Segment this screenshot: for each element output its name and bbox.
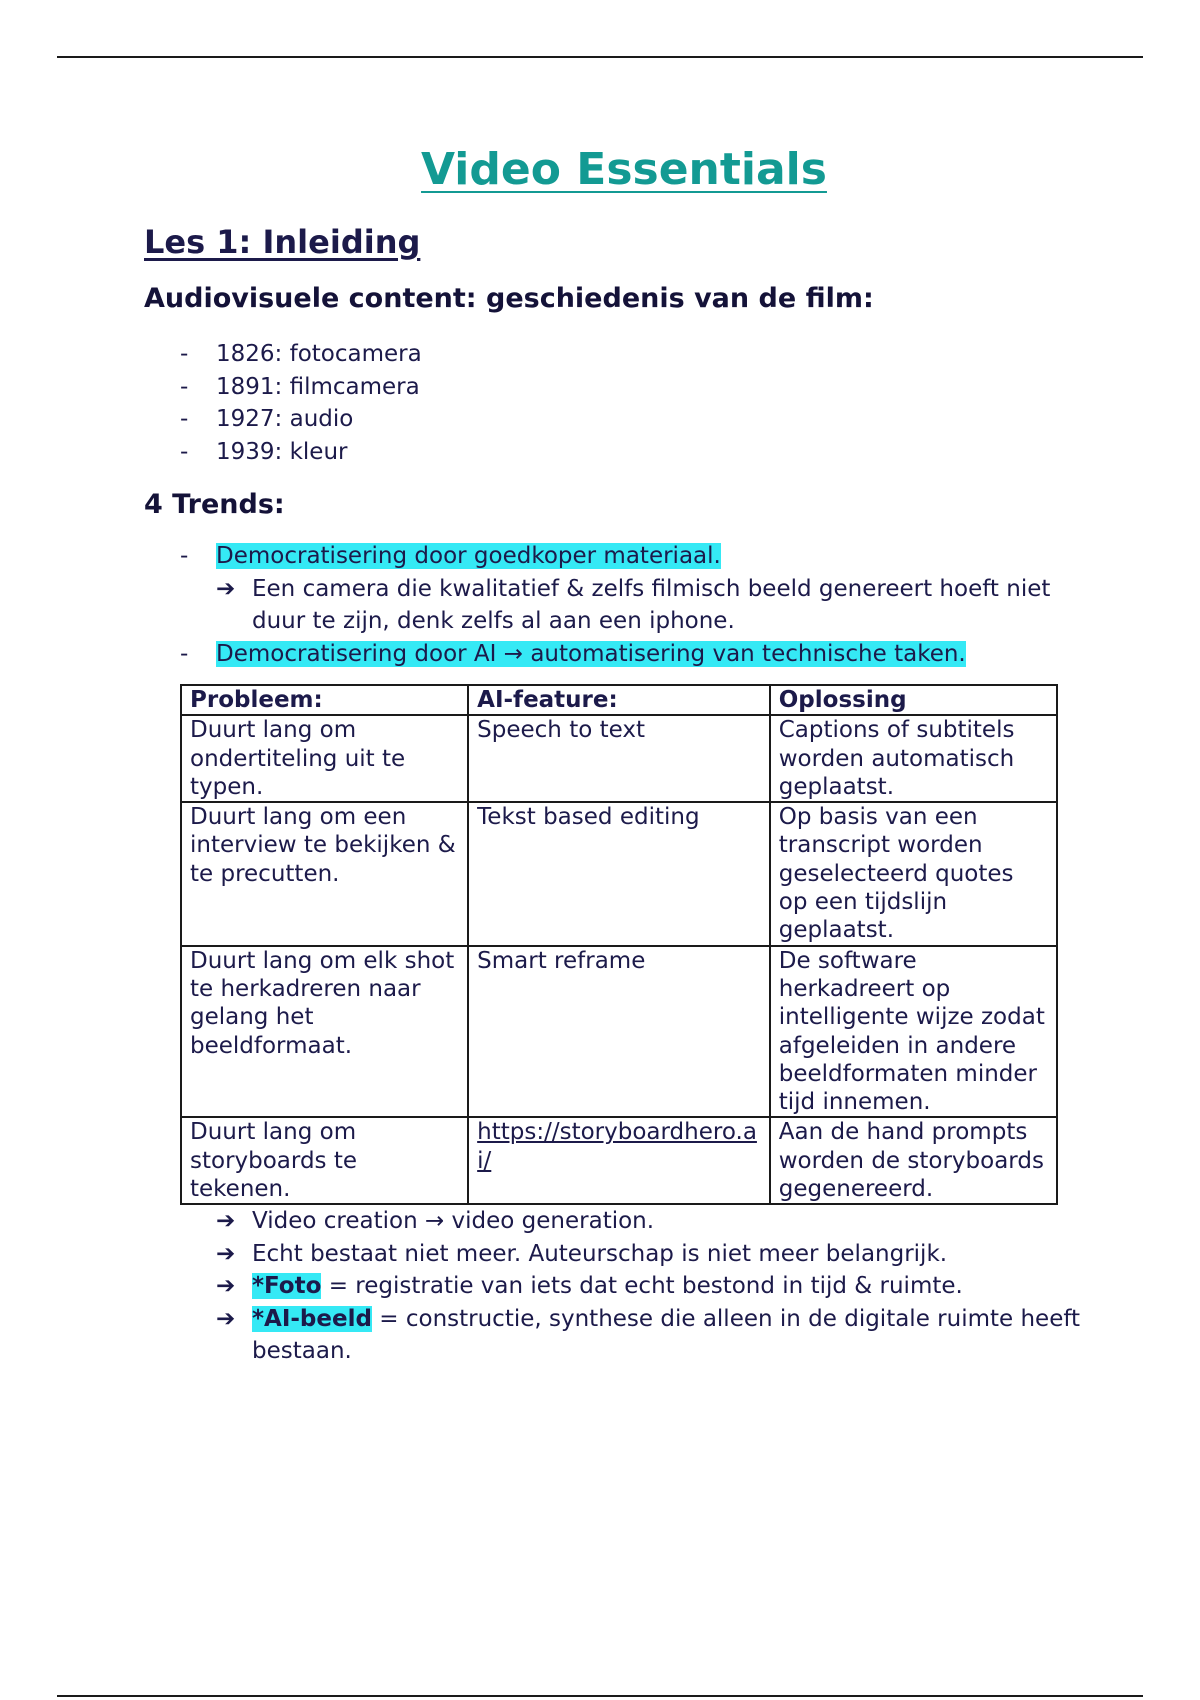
- history-heading: Audiovisuele content: geschiedenis van de film:: [144, 283, 874, 314]
- trend-2-highlight: Democratisering door AI → automatisering van technische taken.: [216, 640, 966, 667]
- cell-oplossing: Aan de hand prompts worden de storyboards gegenereerd.: [770, 1117, 1057, 1204]
- trends-list: [144, 540, 1104, 573]
- foto-term: *Foto: [252, 1273, 322, 1300]
- lesson-heading: Les 1: Inleiding: [144, 223, 421, 261]
- cell-feature: Tekst based editing: [468, 802, 770, 945]
- list-item: - 1891: filmcamera: [144, 371, 1104, 404]
- trends-heading: 4 Trends:: [144, 489, 285, 520]
- conclusion-item: [144, 1303, 1104, 1368]
- table-row: [181, 946, 1057, 1118]
- conclusion-item: [144, 1205, 1104, 1238]
- conclusions: [144, 1205, 1104, 1368]
- ai-beeld-definition: = constructie, synthese die alleen in de digitale ruimte heeft bestaan.: [252, 1305, 1081, 1365]
- cell-probleem: Duurt lang om elk shot te herkadreren naar gelang het beeldformaat.: [181, 946, 468, 1118]
- list-item: - 1927: audio: [144, 403, 1104, 436]
- table-row: [181, 802, 1057, 945]
- cell-oplossing: De software herkadreert op intelligente wijze zodat afgeleiden in andere beeldformaten minder tijd innemen.: [770, 946, 1057, 1118]
- ai-beeld-term: *AI-beeld: [252, 1305, 372, 1332]
- arrow-icon: ➔: [216, 575, 236, 602]
- page-title: Video Essentials: [421, 144, 827, 195]
- list-item: [144, 540, 1104, 573]
- arrow-icon: ➔: [216, 1273, 236, 1300]
- table-row: [181, 715, 1057, 802]
- header-probleem: Probleem:: [181, 685, 468, 715]
- arrow-icon: ➔: [216, 1240, 236, 1267]
- conclusion-text: Echt bestaat niet meer. Auteurschap is niet meer belangrijk.: [252, 1240, 948, 1267]
- conclusion-item: [144, 1238, 1104, 1271]
- list-item: - 1939: kleur: [144, 436, 1104, 469]
- list-item: [144, 638, 1104, 671]
- storyboardhero-link[interactable]: https://storyboardhero.ai/: [477, 1119, 757, 1174]
- cell-feature: [468, 1117, 770, 1204]
- cell-probleem: Duurt lang om ondertiteling uit te typen.: [181, 715, 468, 802]
- cell-feature: Smart reframe: [468, 946, 770, 1118]
- cell-oplossing: Captions of subtitels worden automatisch geplaatst.: [770, 715, 1057, 802]
- cell-oplossing: Op basis van een transcript worden geselecteerd quotes op een tijdslijn geplaatst.: [770, 802, 1057, 945]
- ai-features-table: [180, 684, 1058, 1205]
- header-oplossing: Oplossing: [770, 685, 1057, 715]
- cell-probleem: Duurt lang om een interview te bekijken & te precutten.: [181, 802, 468, 945]
- list-item: - 1826: fotocamera: [144, 338, 1104, 371]
- cell-feature: Speech to text: [468, 715, 770, 802]
- trend-1-highlight: Democratisering door goedkoper materiaal.: [216, 543, 721, 569]
- conclusion-item: [144, 1270, 1104, 1303]
- document-body: [144, 140, 1104, 1368]
- history-list: [144, 338, 1104, 468]
- arrow-icon: ➔: [216, 1208, 236, 1235]
- foto-definition: = registratie van iets dat echt bestond in tijd & ruimte.: [321, 1273, 963, 1300]
- page-top-rule: [57, 56, 1143, 58]
- page-bottom-rule: [57, 1695, 1143, 1697]
- trend-1-note: [144, 573, 1104, 638]
- table-header-row: [181, 685, 1057, 715]
- header-ai-feature: AI-feature:: [468, 685, 770, 715]
- trends-list-continued: [144, 638, 1104, 671]
- table-row: [181, 1117, 1057, 1204]
- trend-1-note-text: Een camera die kwalitatief & zelfs filmisch beeld genereert hoeft niet duur te zijn, denk zelfs al aan een iphone.: [252, 575, 1051, 634]
- conclusion-text: Video creation → video generation.: [252, 1208, 655, 1235]
- cell-probleem: Duurt lang om storyboards te tekenen.: [181, 1117, 468, 1204]
- arrow-icon: ➔: [216, 1305, 236, 1332]
